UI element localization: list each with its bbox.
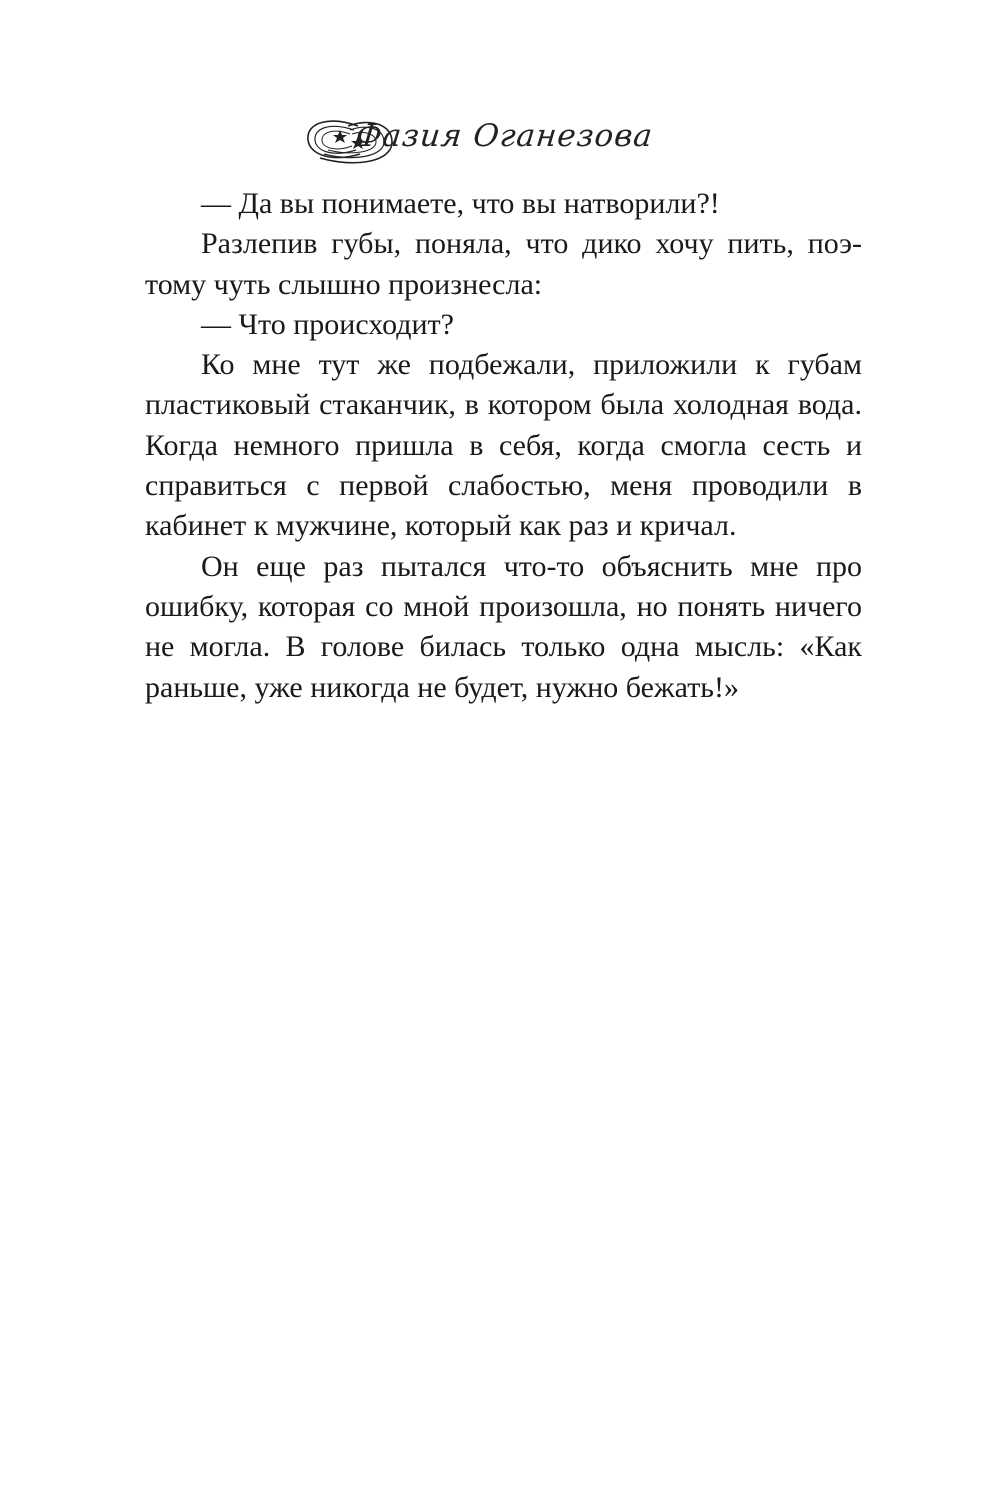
paragraph: Разлепив губы, поняла, что дико хочу пить, поэтому чуть слышно произнесла: [145,227,862,301]
paragraph: — Да вы понимаете, что вы натворили?! [201,187,720,220]
author-name: Фазия Оганезова [354,118,655,154]
paragraph: Он еще раз пытался что-то объяснить мне про ошибку, которая со мной произошла, но понять ничего не могла. В голове билась только одна мысль: «Как раньше, уже никогда не будет, нужно бежать!» [145,549,862,704]
body-text [145,184,862,708]
swirl-star-ornament-right-icon [300,112,400,172]
paragraph: — Что происходит? [201,307,454,341]
running-header [300,112,770,172]
paragraph: Ко мне тут же подбежали, приложили к губам пластиковый стаканчик, в котором была холодная вода. Когда немного пришла в себя, когда смогла сесть и справиться с первой слабостью, меня проводили в кабинет к мужчине, который как раз и кричал. [145,348,862,543]
